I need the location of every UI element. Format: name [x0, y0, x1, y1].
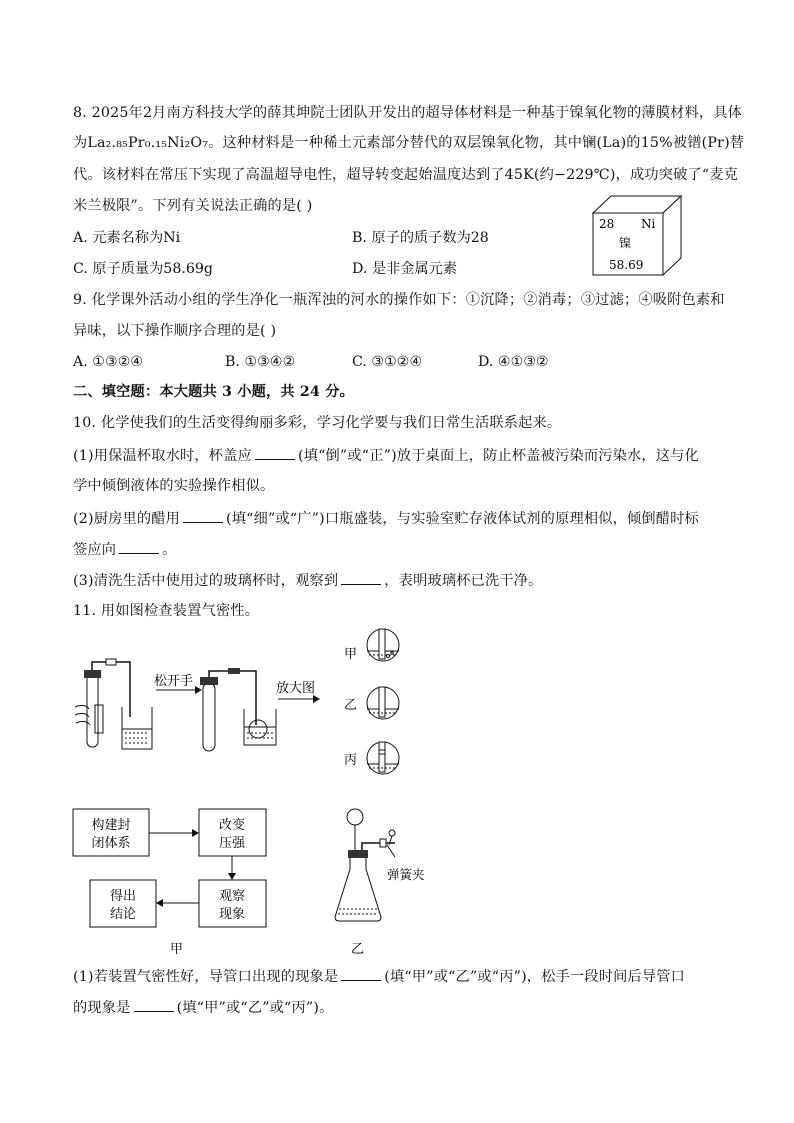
- q11-part1-line2: [73, 997, 333, 1018]
- q10-line1: 10. 化学使我们的生活变得绚丽多彩，学习化学要与我们日常生活联系起来。: [73, 415, 562, 431]
- q8-option-d: D. 是非金属元素: [352, 261, 458, 277]
- release-hand-label: 松开手: [154, 674, 194, 689]
- q11-part1-text-d: (填“甲”或“乙”或“丙”)。: [176, 1000, 334, 1016]
- flow-box1-line2: 闭体系: [91, 836, 131, 851]
- q10-part3-text-b: ，表明玻璃杯已洗干净。: [384, 573, 543, 589]
- element-mass: 58.69: [609, 258, 644, 272]
- zoom-yi-label: 乙: [344, 698, 358, 713]
- section-heading: 二、填空题：本大题共 3 小题，共 24 分。: [73, 384, 354, 400]
- zoom-jia-label: 甲: [344, 647, 358, 662]
- q9-line2: 异味，以下操作顺序合理的是( ): [73, 323, 277, 339]
- zoom-bing-label: 丙: [344, 753, 358, 768]
- q10-blank-1[interactable]: [255, 445, 295, 460]
- q10-blank-3[interactable]: [119, 539, 159, 554]
- flow-box3-line2: 现象: [218, 907, 246, 922]
- q11-blank-1[interactable]: [341, 966, 381, 981]
- element-name: 镍: [619, 236, 632, 250]
- q10-part1-line2: 学中倾倒液体的实验操作相似。: [73, 478, 275, 494]
- q10-part2-text-c: 签应向: [73, 542, 117, 558]
- flow-box2-line2: 压强: [218, 836, 246, 851]
- flow-box2-line1: 改变: [218, 818, 246, 833]
- q8-line2: 为La₂.₈₅Pr₀.₁₅Ni₂O₇。这种材料是一种稀土元素部分替代的双层镍氧化物，其中镧(La)的15%被镨(Pr)替: [73, 135, 745, 151]
- q10-part1-text-b: (填“倒”或“正”)放于桌面上，防止杯盖被污染而污染水，这与化: [297, 448, 699, 464]
- q11-blank-2[interactable]: [134, 997, 174, 1012]
- q9-option-c: C. ③①②④: [352, 354, 423, 370]
- q10-part1-line1: [73, 445, 699, 466]
- flow-box1-line1: 构建封: [91, 818, 131, 833]
- flow-box3-line1: 观察: [218, 889, 246, 904]
- q10-part2-text-a: (2)厨房里的醋用: [73, 511, 181, 527]
- element-cube-figure: [588, 193, 688, 281]
- q10-part2-text-d: 。: [162, 542, 177, 558]
- q10-part2-text-b: (填“细”或“广”)口瓶盛装，与实验室贮存液体试剂的原理相似，倾倒醋时标: [226, 511, 699, 527]
- flask-apparatus-figure: [325, 805, 445, 960]
- q11-part1-text-b: (填“甲”或“乙”或“丙”)，松手一段时间后导管口: [384, 969, 686, 985]
- q10-part1-text-a: (1)用保温杯取水时，杯盖应: [73, 448, 252, 464]
- q10-blank-4[interactable]: [341, 570, 381, 585]
- q8-option-b: B. 原子的质子数为28: [352, 230, 489, 246]
- q8-line3: 代。该材料在常压下实现了高温超导电性，超导转变起始温度达到了45K(约−229℃)，成功突破了“麦克: [73, 167, 739, 183]
- flow-chart-figure: [70, 805, 280, 960]
- caption-yi: 乙: [351, 942, 365, 957]
- airtightness-apparatus-figure: [70, 625, 420, 785]
- zoom-label: 放大图: [276, 681, 316, 696]
- q9-option-a: A. ①③②④: [73, 354, 144, 370]
- q8-line4: 米兰极限”。下列有关说法正确的是( ): [73, 198, 313, 214]
- flow-box4-line2: 结论: [109, 907, 137, 922]
- flow-box4-line1: 得出: [109, 889, 137, 904]
- q11-line1: 11. 用如图检查装置气密性。: [73, 603, 260, 619]
- q10-part2-line2: [73, 539, 177, 560]
- q8-option-c: C. 原子质量为58.69g: [73, 261, 214, 277]
- caption-jia: 甲: [170, 942, 184, 957]
- q11-part1-text-a: (1)若装置气密性好，导管口出现的现象是: [73, 969, 339, 985]
- q8-option-a: A. 元素名称为Ni: [73, 230, 181, 246]
- q8-line1: 8. 2025年2月南方科技大学的薛其坤院士团队开发出的超导体材料是一种基于镍氧化物的薄膜材料，具体: [73, 105, 743, 121]
- q11-part1-line1: [73, 966, 685, 987]
- q9-line1: 9. 化学课外活动小组的学生净化一瓶浑浊的河水的操作如下：①沉降；②消毒；③过滤；④吸附色素和: [73, 292, 725, 308]
- q10-blank-2[interactable]: [183, 508, 223, 523]
- q10-part2-line1: [73, 508, 699, 529]
- element-symbol: Ni: [641, 217, 656, 231]
- q9-option-d: D. ④①③②: [478, 354, 549, 370]
- q9-option-b: B. ①③④②: [225, 354, 296, 370]
- q10-part3-text-a: (3)清洗生活中使用过的玻璃杯时，观察到: [73, 573, 339, 589]
- q11-part1-text-c: 的现象是: [73, 1000, 131, 1016]
- q10-part3-line: [73, 570, 543, 591]
- element-number: 28: [599, 217, 615, 231]
- clip-label: 弹簧夹: [387, 867, 425, 882]
